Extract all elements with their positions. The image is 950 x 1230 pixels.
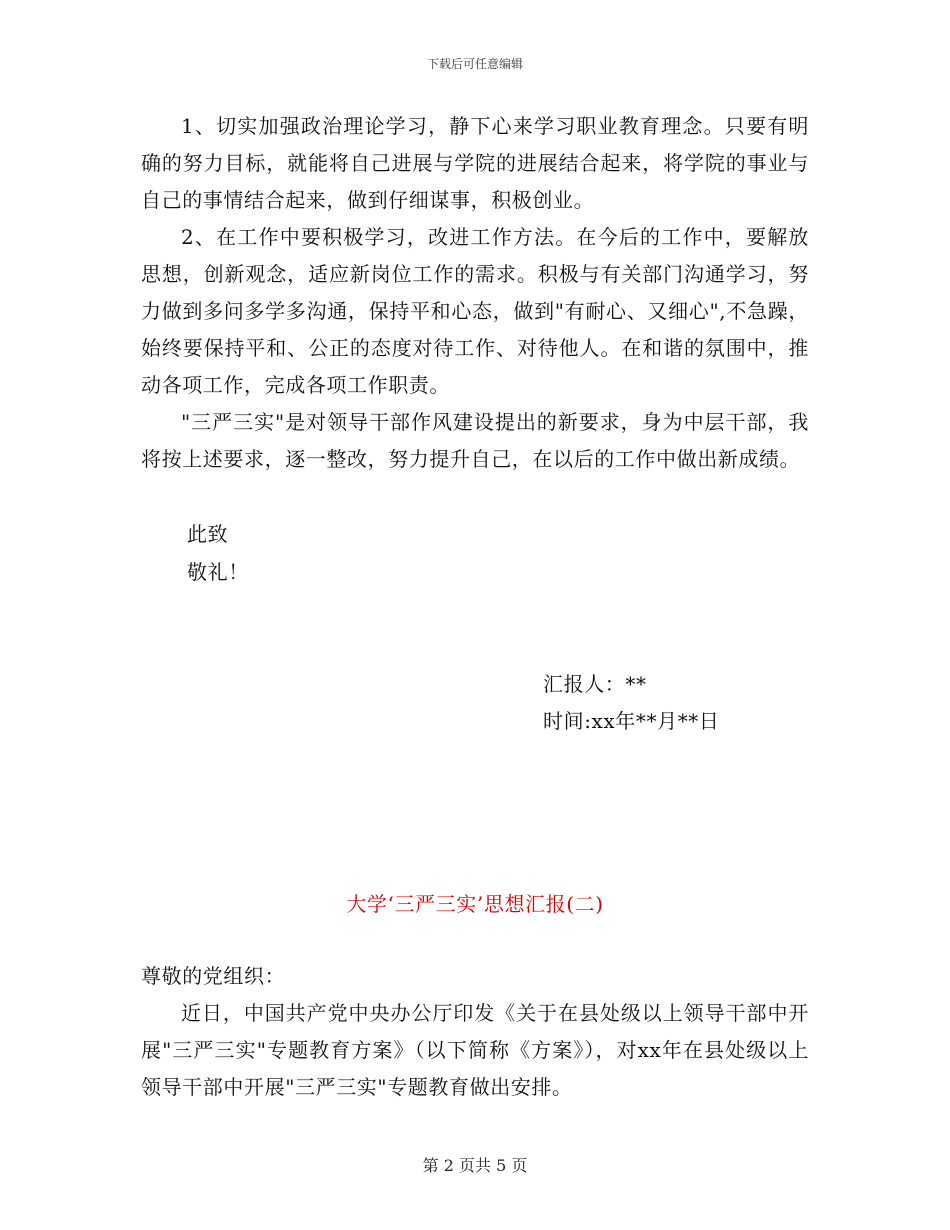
reporter-signature: 汇报人：** [543, 672, 647, 696]
paragraph-item-2: 2、在工作中要积极学习，改进工作方法。在今后的工作中，要解放思想，创新观念，适应新岗位工作的需求。积极与有关部门沟通学习，努力做到多问多学多沟通，保持平和心态，做到"有耐心、又细心",不急躁，始终要保持平和、公正的态度对待工作、对待他人。在和谐的氛围中，推动各项工作，完成各项工作职责。 [141, 225, 809, 397]
page-indicator: 第 2 页共 5 页 [422, 1156, 528, 1175]
section-title: 大学‘三严三实’思想汇报(二) [346, 892, 604, 916]
paragraph-conclusion: "三严三实"是对领导干部作风建设提出的新要求，身为中层干部，我将按上述要求，逐一整改，努力提升自己，在以后的工作中做出新成绩。 [141, 410, 809, 471]
header-note: 下载后可任意编辑 [426, 57, 523, 71]
closing-regards: 敬礼！ [187, 560, 249, 584]
letter-one-body [141, 108, 809, 478]
paragraph-intro: 近日，中国共产党中央办公厅印发《关于在县处级以上领导干部中开展"三严三实"专题教育方案》（以下简称《方案》），对xx年在县处级以上领导干部中开展"三严三实"专题教育做出安排。 [141, 1001, 809, 1099]
paragraph-item-1: 1、切实加强政治理论学习，静下心来学习职业教育理念。只要有明确的努力目标，就能将自己进展与学院的进展结合起来，将学院的事业与自己的事情结合起来，做到仔细谋事，积极创业。 [141, 114, 809, 212]
letter-two-body [141, 958, 809, 1106]
report-date: 时间:xx年**月**日 [543, 709, 720, 733]
closing-salutation: 此致 [187, 522, 229, 546]
salutation: 尊敬的党组织： [141, 964, 286, 988]
